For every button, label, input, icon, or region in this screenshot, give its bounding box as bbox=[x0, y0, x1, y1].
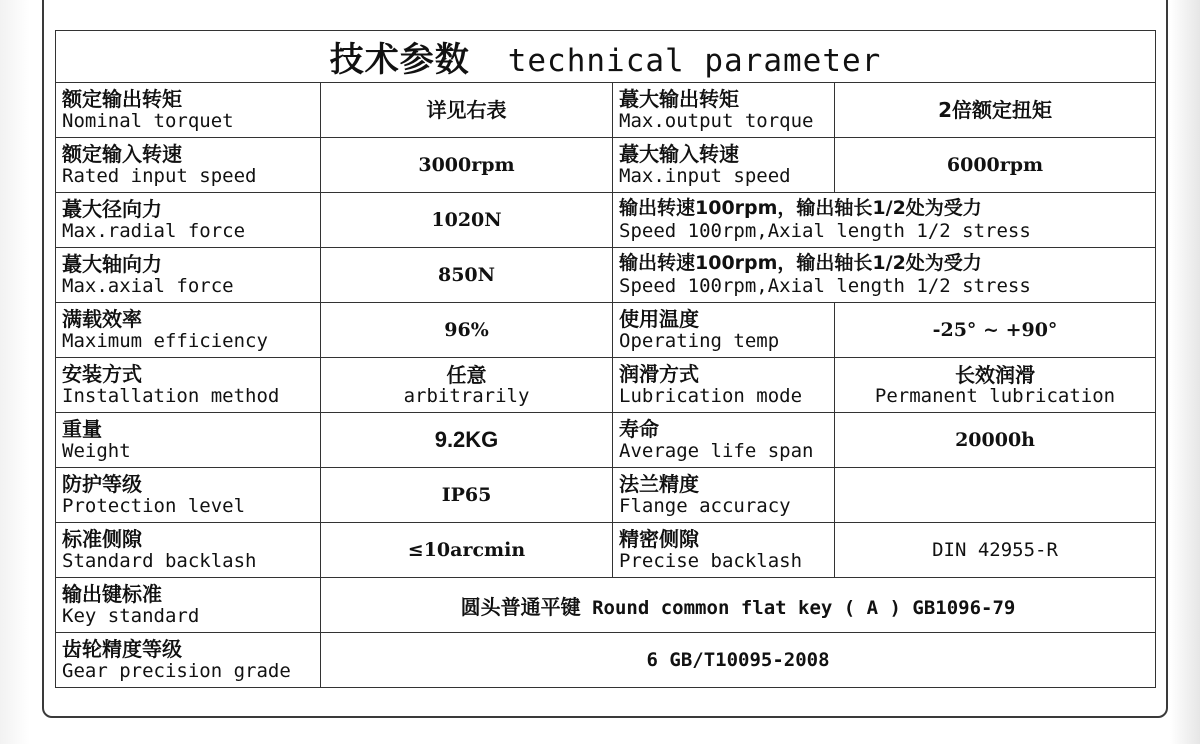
table-title bbox=[56, 31, 1156, 83]
param-label bbox=[56, 468, 321, 523]
param-value: 20000h bbox=[835, 413, 1156, 468]
param-label bbox=[56, 523, 321, 578]
param-value: 3000rpm bbox=[321, 138, 613, 193]
param-label-cn: 额定输出转矩 bbox=[62, 86, 182, 111]
param-label-cn: 精密侧隙 bbox=[619, 526, 699, 551]
param-label-en: Weight bbox=[62, 439, 131, 462]
param-label-en: Precise backlash bbox=[619, 549, 803, 572]
param-value: 1020N bbox=[321, 193, 613, 248]
param-label-cn: 安装方式 bbox=[62, 361, 142, 386]
technical-parameter-table bbox=[55, 30, 1156, 688]
param-label bbox=[613, 138, 835, 193]
param-label-en: Gear precision grade bbox=[62, 659, 291, 682]
table-row bbox=[56, 248, 1156, 303]
param-label-en: Flange accuracy bbox=[619, 494, 791, 517]
param-label bbox=[56, 303, 321, 358]
param-label-en: Installation method bbox=[62, 384, 280, 407]
param-label-en: Max.output torque bbox=[619, 109, 814, 132]
param-value-cn: 任意 bbox=[446, 362, 487, 387]
param-label bbox=[613, 468, 835, 523]
param-label-cn: 寿命 bbox=[619, 416, 659, 441]
param-note-cn: 输出转速100rpm，输出轴长1/2处为受力 bbox=[619, 197, 982, 220]
table-row bbox=[56, 138, 1156, 193]
param-label bbox=[613, 83, 835, 138]
param-label-cn: 蕞大输出转矩 bbox=[619, 86, 739, 111]
title-english: technical parameter bbox=[507, 43, 882, 79]
param-label-cn: 标准侧隙 bbox=[62, 526, 142, 551]
param-value bbox=[321, 83, 613, 138]
table-row bbox=[56, 633, 1156, 688]
param-value-en: arbitrarily bbox=[403, 384, 530, 407]
param-label bbox=[613, 303, 835, 358]
param-label-cn: 满载效率 bbox=[62, 306, 142, 331]
param-label bbox=[613, 413, 835, 468]
param-value bbox=[835, 468, 1156, 523]
param-label bbox=[56, 358, 321, 413]
table-row bbox=[56, 83, 1156, 138]
param-label-cn: 蕞大轴向力 bbox=[62, 251, 162, 276]
param-value-cn: 圆头普通平键 bbox=[460, 594, 581, 619]
param-label-cn: 蕞大径向力 bbox=[62, 196, 162, 221]
param-label bbox=[613, 523, 835, 578]
param-label bbox=[56, 578, 321, 633]
param-label-cn: 润滑方式 bbox=[619, 361, 699, 386]
param-value: 6000rpm bbox=[835, 138, 1156, 193]
table-row bbox=[56, 413, 1156, 468]
param-value-wide bbox=[321, 578, 1156, 633]
param-label-en: Max.input speed bbox=[619, 164, 791, 187]
param-value-text: 2倍额定扭矩 bbox=[938, 98, 1052, 122]
param-label-en: Lubrication mode bbox=[619, 384, 803, 407]
param-value-en: Round common flat key ( A ) GB1096-79 bbox=[580, 596, 1016, 619]
title-chinese: 技术参数 bbox=[329, 40, 470, 80]
param-note-cn: 输出转速100rpm，输出轴长1/2处为受力 bbox=[619, 252, 982, 275]
param-label bbox=[56, 413, 321, 468]
param-note bbox=[613, 248, 1156, 303]
param-value-en: 6 GB/T10095-2008 bbox=[646, 649, 830, 671]
param-label-en: Max.axial force bbox=[62, 274, 234, 297]
param-value-text: 详见右表 bbox=[426, 98, 507, 122]
param-value-wide bbox=[321, 633, 1156, 688]
param-value: IP65 bbox=[321, 468, 613, 523]
param-value: DIN 42955-R bbox=[835, 523, 1156, 578]
param-value: ≤10arcmin bbox=[321, 523, 613, 578]
table-row bbox=[56, 578, 1156, 633]
param-label-cn: 齿轮精度等级 bbox=[62, 636, 182, 661]
table-title-row bbox=[56, 31, 1156, 83]
param-label-en: Nominal torquet bbox=[62, 109, 234, 132]
table-row bbox=[56, 468, 1156, 523]
param-label-cn: 法兰精度 bbox=[619, 471, 699, 496]
param-label-en: Standard backlash bbox=[62, 549, 257, 572]
table-row bbox=[56, 303, 1156, 358]
param-label-en: Protection level bbox=[62, 494, 246, 517]
param-label bbox=[56, 633, 321, 688]
param-value bbox=[835, 83, 1156, 138]
param-label-cn: 防护等级 bbox=[62, 471, 142, 496]
param-label-cn: 使用温度 bbox=[619, 306, 699, 331]
param-note-en: Speed 100rpm,Axial length 1/2 stress bbox=[619, 275, 1031, 297]
param-label-cn: 额定输入转速 bbox=[62, 141, 182, 166]
param-value-cn: 长效润滑 bbox=[955, 362, 1036, 387]
param-label-cn: 重量 bbox=[62, 416, 102, 441]
param-value: 850N bbox=[321, 248, 613, 303]
param-note bbox=[613, 193, 1156, 248]
param-value-en: Permanent lubrication bbox=[874, 384, 1116, 407]
table-row bbox=[56, 358, 1156, 413]
param-value: -25° ~ +90° bbox=[835, 303, 1156, 358]
param-label-en: Average life span bbox=[619, 439, 814, 462]
param-label-en: Operating temp bbox=[619, 329, 780, 352]
param-label-en: Max.radial force bbox=[62, 219, 246, 242]
param-label bbox=[613, 358, 835, 413]
param-label bbox=[56, 83, 321, 138]
param-label-en: Rated input speed bbox=[62, 164, 257, 187]
param-note-en: Speed 100rpm,Axial length 1/2 stress bbox=[619, 220, 1031, 242]
param-label bbox=[56, 193, 321, 248]
param-label bbox=[56, 248, 321, 303]
param-value bbox=[835, 358, 1156, 413]
param-label-en: Maximum efficiency bbox=[62, 329, 268, 352]
param-label-cn: 蕞大输入转速 bbox=[619, 141, 739, 166]
table-row bbox=[56, 523, 1156, 578]
param-label-cn: 输出键标准 bbox=[62, 581, 162, 606]
table-row bbox=[56, 193, 1156, 248]
param-label-en: Key standard bbox=[62, 604, 200, 627]
param-value: 96% bbox=[321, 303, 613, 358]
param-value bbox=[321, 358, 613, 413]
param-label bbox=[56, 138, 321, 193]
param-value: 9.2KG bbox=[321, 413, 613, 468]
